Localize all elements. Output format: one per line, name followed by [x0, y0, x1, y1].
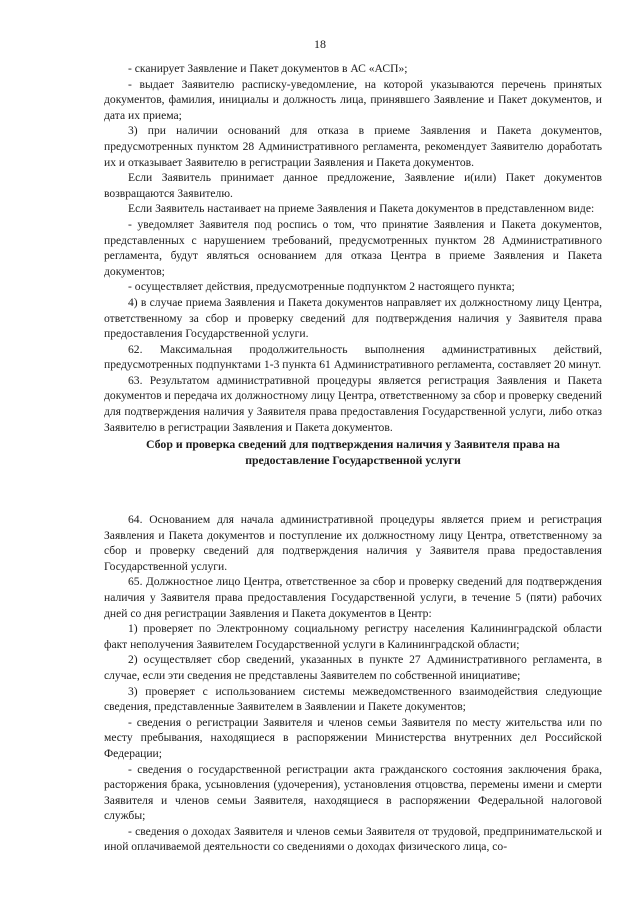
paragraph: - выдает Заявителю расписку-уведомление, на которой указываются перечень принятых документов, фамилия, инициалы и должность лица, принявшего Заявление и Пакет документов, и дата их приема;: [104, 77, 602, 122]
text-block-bottom: [104, 512, 602, 855]
paragraph: - сканирует Заявление и Пакет документов в АС «АСП»;: [128, 62, 408, 75]
paragraph: 62. Максимальная продолжительность выполнения административных действий, предусмотренных подпунктами 1-3 пункта 61 Административного регламента, составляет 20 минут.: [104, 342, 602, 372]
paragraph: - уведомляет Заявителя под роспись о том, что принятие Заявления и Пакета документов, представленных с нарушением требований, предусмотренных пунктом 28 Административного регламента, будут являться основанием для отказа Центра в приеме Заявления и Пакета документов;: [104, 217, 602, 278]
section-heading: [104, 437, 602, 468]
paragraph: Если Заявитель принимает данное предложение, Заявление и(или) Пакет документов возвращаются Заявителю.: [104, 171, 602, 200]
paragraph: 4) в случае приема Заявления и Пакета документов направляет их должностному лицу Центра, ответственному за сбор и проверку сведений для подтверждения наличия у Заявителя права предоставления Государственной услуги.: [104, 295, 602, 341]
paragraph: Если Заявитель настаивает на приеме Заявления и Пакета документов в представленном виде:: [128, 202, 595, 216]
paragraph: 3) проверяет с использованием системы межведомственного взаимодействия следующие сведения, представленные Заявителем в Заявлении и Пакете документов;: [104, 684, 602, 714]
paragraph: 1) проверяет по Электронному социальному регистру населения Калининградской области факт неполучения Заявителем Государственной услуги в Калининградской области;: [104, 622, 602, 651]
paragraph: - сведения о государственной регистрации акта гражданского состояния заключения брака, расторжения брака, усыновления (удочерения), установления отцовства, перемены имени и смерти Заявителя и членов семьи Заявителя, находящиеся в распоряжении Федеральной налоговой службы;: [104, 762, 602, 823]
paragraph: - сведения о регистрации Заявителя и членов семьи Заявителя по месту жительства или по месту пребывания, находящиеся в распоряжении Министерства внутренних дел Российской Федерации;: [104, 715, 602, 760]
paragraph: 65. Должностное лицо Центра, ответственное за сбор и проверку сведений для подтверждения наличия у Заявителя права предоставления Государственной услуги, в течение 5 (пяти) рабочих дней со дня регистрации Заявления и Пакета документов в Центр:: [104, 575, 602, 620]
paragraph: 2) осуществляет сбор сведений, указанных в пункте 27 Административного регламента, в случае, если эти сведения не представлены Заявителем по собственной инициативе;: [104, 653, 602, 682]
section-heading-line: Сбор и проверка сведений для подтверждения наличия у Заявителя права на: [146, 437, 560, 451]
paragraph: - сведения о доходах Заявителя и членов семьи Заявителя от трудовой, предпринимательской и иной оплачиваемой деятельности со сведениями о доходах физического лица, со-: [104, 824, 602, 854]
page-number: 18: [314, 37, 326, 51]
paragraph: 63. Результатом административной процедуры является регистрация Заявления и Пакета документов и передача их должностному лицу Центра, ответственному за сбор и проверку сведений для подтверждения наличия у Заявителя права предоставления Государственной услуги, либо отказ Заявителю в регистрации Заявления и Пакета документов.: [104, 373, 602, 434]
paragraph: 3) при наличии оснований для отказа в приеме Заявления и Пакета документов, предусмотренных пунктом 28 Административного регламента, рекомендует Заявителю доработать их и отказывает Заявителю в регистрации Заявления и Пакета документов.: [104, 124, 602, 169]
section-heading-line: предоставление Государственной услуги: [245, 452, 461, 467]
paragraph: 64. Основанием для начала административной процедуры является прием и регистрация Заявления и Пакета документов и поступление их должностному лицу Центра, ответственному за сбор и проверку сведений для подтверждения наличия у Заявителя права предоставления Государственной услуги.: [104, 513, 602, 573]
text-block-top: [104, 61, 602, 435]
paragraph: - осуществляет действия, предусмотренные подпунктом 2 настоящего пункта;: [128, 280, 515, 294]
